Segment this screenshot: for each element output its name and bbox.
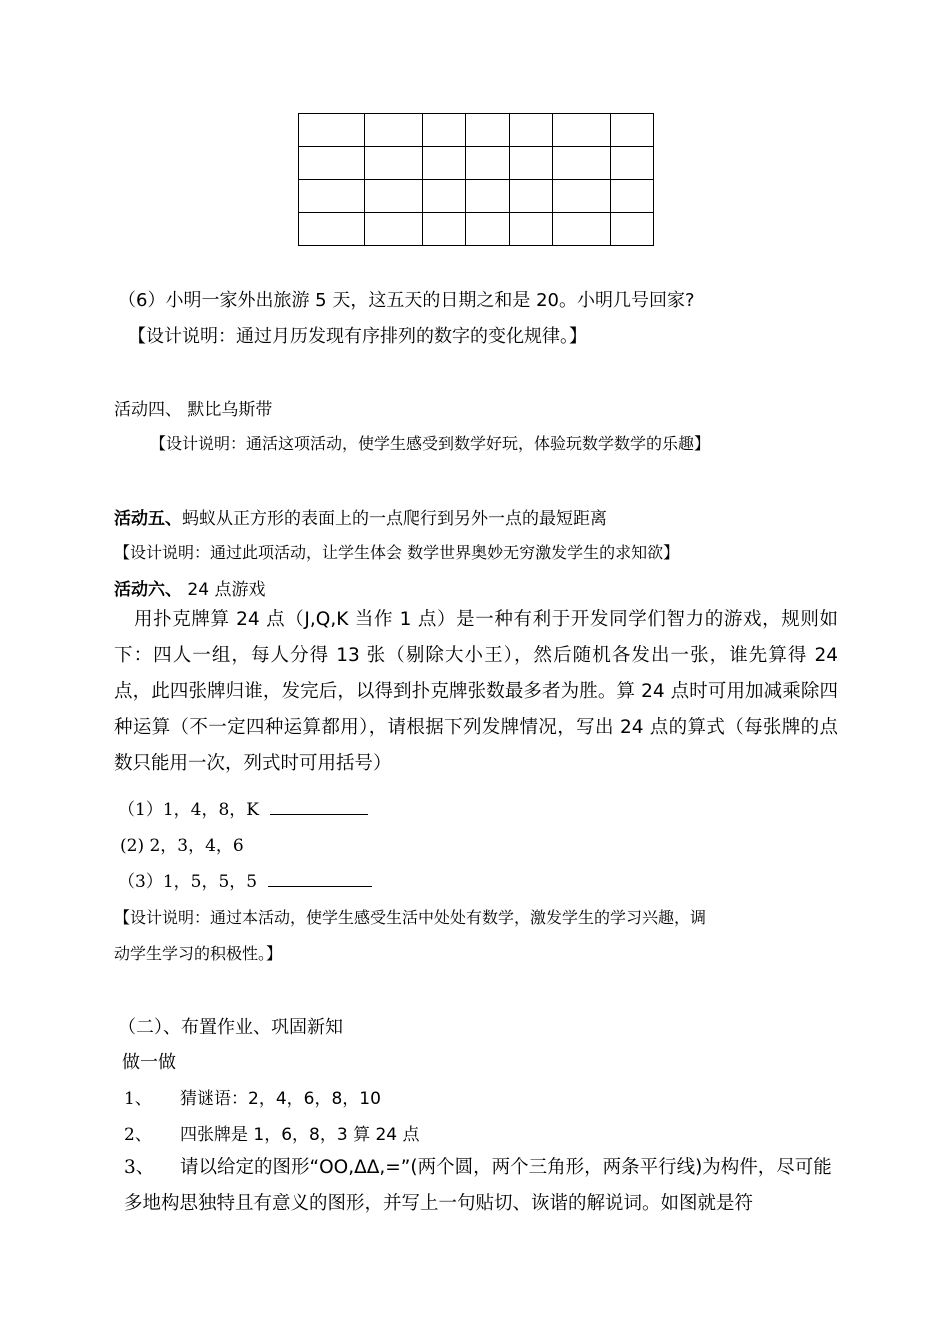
question-6: （6）小明一家外出旅游 5 天，这五天的日期之和是 20。小明几号回家?: [118, 290, 695, 311]
task-text: 四张牌是 1，6，8，3 算 24 点: [180, 1125, 420, 1145]
answer-blank[interactable]: [268, 870, 372, 887]
activity5-title-label: 活动五、: [114, 509, 182, 529]
activity6-item-1: [118, 795, 368, 820]
activity6-title-label: 活动六、: [114, 580, 182, 600]
task-number: 3、: [124, 1157, 155, 1178]
table-row: [299, 147, 654, 180]
section2-subtitle: 做一做: [122, 1052, 176, 1073]
calendar-grid: [298, 113, 654, 246]
item-text: （1）1，4，8，K: [118, 800, 259, 820]
table-row: [299, 213, 654, 246]
activity6-item-2: (2) 2，3，4，6: [120, 836, 244, 856]
table-row: [299, 180, 654, 213]
task-text: 猜谜语：2，4，6，8，10: [180, 1089, 381, 1109]
task-2: [124, 1120, 420, 1145]
section2-title: （二）、布置作业、巩固新知: [118, 1017, 343, 1038]
activity6-note-line1: 【设计说明：通过本活动，使学生感受生活中处处有数学，激发学生的学习兴趣，调: [114, 908, 707, 927]
task-number: 2、: [124, 1125, 152, 1145]
task-1: [124, 1084, 381, 1109]
activity5-note: 【设计说明：通过此项活动，让学生体会 数学世界奥妙无穷激发学生的求知欲】: [114, 543, 680, 562]
activity6-note-line2: 动学生学习的积极性。】: [114, 944, 283, 963]
activity6-title-text: 24 点游戏: [182, 580, 266, 600]
item-text: （3）1，5，5，5: [118, 872, 258, 892]
activity5-title-text: 蚂蚁从正方形的表面上的一点爬行到另外一点的最短距离: [182, 509, 607, 529]
answer-blank[interactable]: [270, 798, 368, 815]
design-note-q6: 【设计说明：通过月历发现有序排列的数字的变化规律。】: [128, 326, 587, 347]
table-row: [299, 114, 654, 147]
activity5-title: [114, 504, 607, 529]
activity6-title: [114, 575, 265, 600]
activity6-paragraph: 用扑克牌算 24 点（J,Q,K 当作 1 点）是一种有利于开发同学们智力的游戏，规则如下：四人一组，每人分得 13 张（剔除大小王），然后随机各发出一张，谁先算得 24 点，此四张牌归谁，发完后，以得到扑克牌张数最多者为胜。算 24 点时可用加减乘除四种运算（不一定四种运算都用），请根据下列发牌情况，写出 24 点的算式（每张牌的点数只能用一次，列式时可用括号）: [114, 609, 838, 774]
activity6-item-3: [118, 867, 372, 892]
activity4-note: 【设计说明：通活这项活动，使学生感受到数学好玩，体验玩数学数学的乐趣】: [150, 434, 711, 453]
task-3: [124, 1150, 836, 1222]
task-text: 请以给定的图形“OO,ΔΔ,=”(两个圆，两个三角形，两条平行线)为构件，尽可能多地构思独特且有意义的图形，并写上一句贴切、诙谐的解说词。如图就是符: [124, 1157, 832, 1214]
task-number: 1、: [124, 1089, 152, 1109]
activity4-title: 活动四、 默比乌斯带: [114, 400, 273, 420]
